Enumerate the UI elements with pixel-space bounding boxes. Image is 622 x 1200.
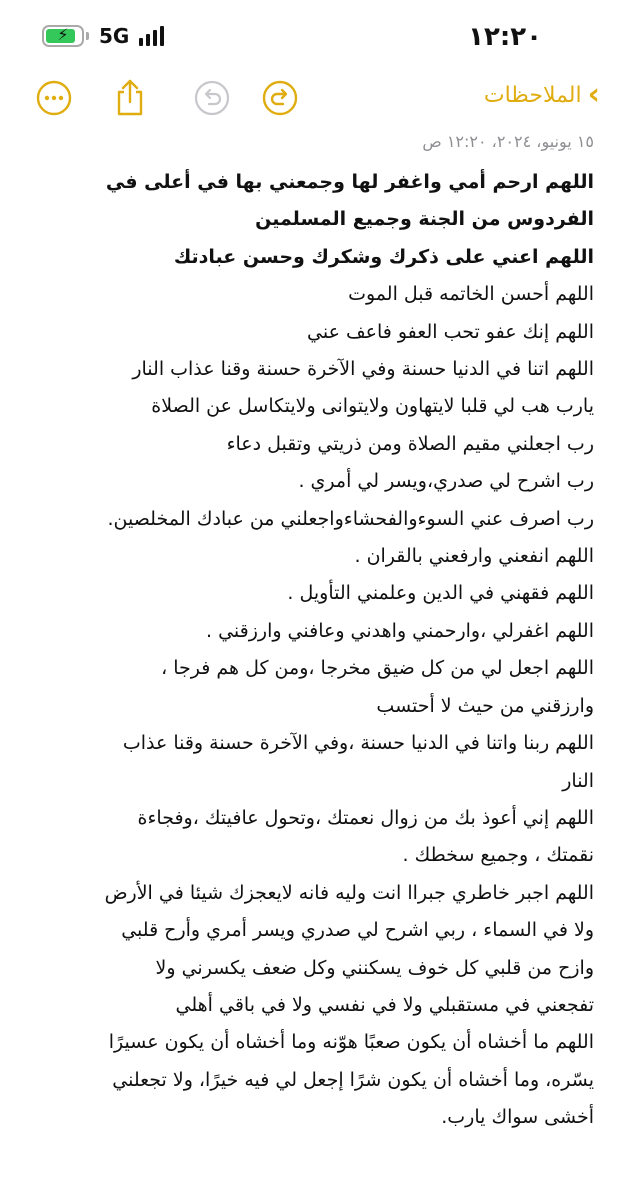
signal-bar — [160, 26, 164, 46]
back-to-notes-button[interactable] — [483, 77, 600, 112]
note-date: ١٥ يونيو، ٢٠٢٤، ١٢:٢٠ ص — [422, 132, 594, 151]
redo-icon — [262, 80, 298, 116]
note-line: رب اصرف عني السوءوالفحشاءواجعلني من عبادك المخلصين. — [107, 507, 594, 530]
note-line: اللهم فقهني في الدين وعلمني التأويل . — [287, 582, 594, 605]
note-line: اللهم اغفرلي ،وارحمني واهدني وعافني وارزقني . — [205, 619, 594, 642]
network-label: 5G — [99, 24, 130, 48]
note-line: اللهم ما أخشاه أن يكون صعبًا هوّنه وما أخشاه أن يكون عسيرًا — [108, 1031, 594, 1054]
note-line: رب اشرح لي صدري،ويسر لي أمري . — [298, 470, 594, 493]
battery-bolt-icon: ⚡ — [57, 25, 69, 44]
share-icon — [112, 78, 148, 118]
more-button[interactable] — [36, 80, 72, 116]
note-line: اللهم اعني على ذكرك وشكرك وحسن عبادتك — [173, 245, 594, 268]
note-line: اللهم إني أعوذ بك من زوال نعمتك ،وتحول عافيتك ،وفجاءة — [137, 806, 594, 829]
nav-toolbar — [0, 77, 622, 120]
back-label: الملاحظات — [483, 82, 582, 108]
note-line: يسّره، وما أخشاه أن يكون شرًا إجعل لي فيه خيرًا، ولا تجعلني — [112, 1068, 594, 1091]
note-line: تفجعني في مستقبلي ولا في نفسي ولا في باقي أهلي — [175, 993, 594, 1016]
undo-icon — [194, 80, 230, 116]
note-line: اللهم ارحم أمي واغفر لها وجمعني بها في أعلى في — [105, 171, 594, 193]
signal-bar — [153, 30, 157, 46]
note-line: وارزقني من حيث لا أحتسب — [376, 694, 594, 717]
note-line: وازح من قلبي كل خوف يسكنني وكل ضعف يكسرني ولا — [155, 956, 594, 979]
undo-button[interactable] — [194, 80, 230, 116]
note-line: أخشى سواك يارب. — [441, 1106, 594, 1129]
note-line: ولا في السماء ، ربي اشرح لي صدري ويسر أمري وأرح قلبي — [121, 919, 594, 942]
battery-cap — [86, 32, 89, 40]
note-line: اللهم إنك عفو تحب العفو فاعف عني — [307, 320, 594, 343]
note-line: الفردوس من الجنة وجميع المسلمين — [255, 208, 594, 231]
battery-icon — [42, 25, 84, 47]
note-line: يارب هب لي قلبا لايتهاون ولايتوانى ولايتكاسل عن الصلاة — [151, 395, 594, 418]
share-button[interactable] — [112, 78, 148, 114]
signal-bar — [146, 34, 150, 46]
note-line: رب اجعلني مقيم الصلاة ومن ذريتي وتقبل دعاء — [226, 432, 594, 455]
signal-bar — [139, 38, 143, 46]
note-line: اللهم أحسن الخاتمه قبل الموت — [348, 283, 594, 306]
cellular-signal-icon — [139, 26, 164, 46]
note-line: نقمتك ، وجميع سخطك . — [402, 844, 594, 867]
status-indicators — [42, 24, 164, 48]
note-body[interactable] — [30, 164, 594, 1137]
note-line: اللهم اجعل لي من كل ضيق مخرجا ،ومن كل هم فرجا ، — [161, 657, 594, 680]
status-time: ١٢:٢٠ — [468, 22, 542, 52]
status-bar — [0, 0, 622, 70]
note-line: النار — [562, 769, 594, 792]
note-line: اللهم اجبر خاطري جبراا انت وليه فانه لايعجزك شيئا في الأرض — [104, 881, 594, 904]
chevron-left-icon: › — [587, 77, 600, 112]
more-icon — [36, 80, 72, 116]
redo-button[interactable] — [262, 80, 298, 116]
note-line: اللهم انفعني وارفعني بالقران . — [354, 545, 594, 568]
note-line: اللهم ربنا واتنا في الدنيا حسنة ،وفي الآخرة حسنة وقنا عذاب — [122, 732, 594, 755]
note-line: اللهم اتنا في الدنيا حسنة وفي الآخرة حسنة وقنا عذاب النار — [132, 358, 594, 381]
